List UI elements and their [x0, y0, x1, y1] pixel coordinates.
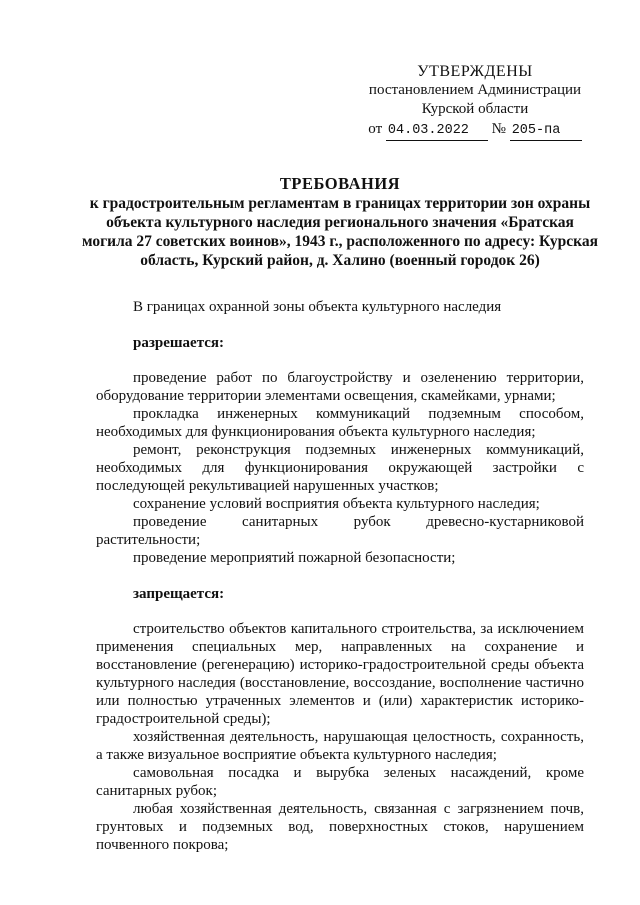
allowed-item: сохранение условий восприятия объекта культурного наследия;	[133, 496, 540, 512]
forbidden-item: строительство объектов капитального строительства, за исключением применения специальных мер, направленных на сохранение и восстановление (регенерацию) историко-градостроительной среды объекта культурного наследия (восстановление, воссоздание, восполнение частично или полностью утраченных элементов и (или) характеристик историко-градостроительной среды);	[96, 621, 584, 727]
approval-date: 04.03.2022	[386, 121, 488, 141]
number-prefix: №	[491, 121, 506, 137]
title-main: ТРЕБОВАНИЯ	[279, 174, 401, 193]
document-title	[80, 174, 600, 270]
intro-paragraph: В границах охранной зоны объекта культурного наследия	[133, 299, 502, 315]
allowed-item: ремонт, реконструкция подземных инженерных коммуникаций, необходимых для функционирования окружающей застройки с последующей рекультивацией нарушенных участков;	[96, 442, 584, 494]
approval-line-1: постановлением Администрации	[368, 82, 582, 98]
allowed-item: проведение санитарных рубок древесно-кустарниковой растительности;	[96, 514, 584, 548]
forbidden-item: самовольная посадка и вырубка зеленых насаждений, кроме санитарных рубок;	[96, 765, 584, 799]
approval-stamp	[360, 62, 590, 141]
date-prefix: от	[368, 121, 383, 137]
forbidden-item: любая хозяйственная деятельность, связанная с загрязнением почв, грунтовых и подземных вод, поверхностных стоков, нарушением почвенного покрова;	[96, 801, 584, 853]
allowed-heading: разрешается:	[133, 335, 225, 351]
forbidden-heading: запрещается:	[133, 586, 225, 602]
allowed-item: проведение мероприятий пожарной безопасности;	[133, 550, 456, 566]
approval-number: 205-па	[510, 121, 582, 141]
forbidden-list	[96, 620, 584, 854]
allowed-item: проведение работ по благоустройству и озеленению территории, оборудование территории элементами освещения, скамейками, урнами;	[96, 370, 584, 404]
approval-heading: УТВЕРЖДЕНЫ	[417, 63, 533, 80]
approval-line-2: Курской области	[421, 101, 529, 117]
approval-date-line	[360, 120, 590, 141]
document-body	[96, 298, 584, 854]
allowed-item: прокладка инженерных коммуникаций подземным способом, необходимых для функционирования объекта культурного наследия;	[96, 406, 584, 440]
allowed-list	[96, 369, 584, 567]
forbidden-item: хозяйственная деятельность, нарушающая целостность, сохранность, а также визуальное восприятие объекта культурного наследия;	[96, 729, 584, 763]
title-subtitle: к градостроительным регламентам в границах территории зон охраны объекта культурного наследия регионального значения «Братская могила 27 советских воинов», 1943 г., расположенного по адресу: Курская область, Курский район, д. Халино (военный городок 26)	[82, 195, 598, 269]
